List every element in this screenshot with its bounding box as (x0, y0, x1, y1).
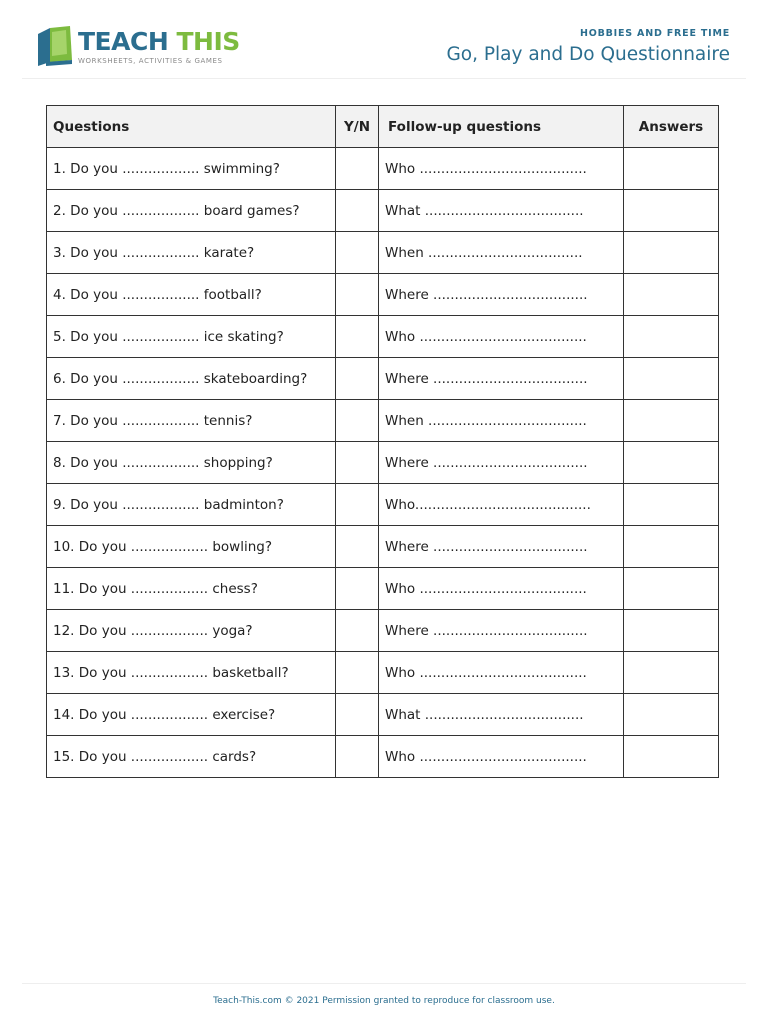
followup-cell: When .................................... (379, 232, 624, 274)
table-header-row (47, 106, 719, 148)
yn-answer-cell[interactable] (336, 568, 379, 610)
followup-cell: Where .................................... (379, 358, 624, 400)
logo-teach-text: TEACH (78, 27, 169, 56)
yn-answer-cell[interactable] (336, 442, 379, 484)
question-cell: 11. Do you .................. chess? (47, 568, 336, 610)
answer-cell[interactable] (624, 526, 719, 568)
table-row (47, 652, 719, 694)
header-followup: Follow-up questions (379, 106, 624, 148)
table-row (47, 442, 719, 484)
table-row (47, 358, 719, 400)
yn-answer-cell[interactable] (336, 274, 379, 316)
question-cell: 10. Do you .................. bowling? (47, 526, 336, 568)
table-row (47, 484, 719, 526)
table-row (47, 526, 719, 568)
followup-cell: What ..................................... (379, 190, 624, 232)
header-answers: Answers (624, 106, 719, 148)
followup-cell: Where .................................... (379, 526, 624, 568)
question-cell: 8. Do you .................. shopping? (47, 442, 336, 484)
table-row (47, 568, 719, 610)
questionnaire-table (46, 105, 719, 778)
table-row (47, 736, 719, 778)
answer-cell[interactable] (624, 610, 719, 652)
answer-cell[interactable] (624, 484, 719, 526)
yn-answer-cell[interactable] (336, 610, 379, 652)
question-cell: 3. Do you .................. karate? (47, 232, 336, 274)
followup-cell: Where .................................... (379, 442, 624, 484)
book-icon (36, 24, 76, 68)
yn-answer-cell[interactable] (336, 190, 379, 232)
yn-answer-cell[interactable] (336, 232, 379, 274)
table-row (47, 400, 719, 442)
question-cell: 13. Do you .................. basketball? (47, 652, 336, 694)
teach-this-logo (36, 24, 240, 70)
question-cell: 9. Do you .................. badminton? (47, 484, 336, 526)
answer-cell[interactable] (624, 316, 719, 358)
table-row (47, 316, 719, 358)
question-cell: 4. Do you .................. football? (47, 274, 336, 316)
answer-cell[interactable] (624, 274, 719, 316)
answer-cell[interactable] (624, 148, 719, 190)
table-row (47, 232, 719, 274)
answer-cell[interactable] (624, 442, 719, 484)
question-cell: 15. Do you .................. cards? (47, 736, 336, 778)
yn-answer-cell[interactable] (336, 148, 379, 190)
followup-cell: Where .................................... (379, 274, 624, 316)
yn-answer-cell[interactable] (336, 400, 379, 442)
yn-answer-cell[interactable] (336, 316, 379, 358)
table-row (47, 694, 719, 736)
yn-answer-cell[interactable] (336, 484, 379, 526)
followup-cell: Who ....................................... (379, 148, 624, 190)
answer-cell[interactable] (624, 736, 719, 778)
question-cell: 5. Do you .................. ice skating? (47, 316, 336, 358)
question-cell: 1. Do you .................. swimming? (47, 148, 336, 190)
logo-this-text: THIS (176, 27, 240, 56)
answer-cell[interactable] (624, 232, 719, 274)
followup-cell: Who ....................................... (379, 316, 624, 358)
answer-cell[interactable] (624, 568, 719, 610)
logo-tagline: WORKSHEETS, ACTIVITIES & GAMES (78, 57, 223, 65)
question-cell: 7. Do you .................. tennis? (47, 400, 336, 442)
header-divider (22, 78, 746, 79)
logo-wordmark (78, 27, 240, 57)
question-cell: 2. Do you .................. board games? (47, 190, 336, 232)
table-row (47, 190, 719, 232)
question-cell: 6. Do you .................. skateboarding? (47, 358, 336, 400)
followup-cell: Who ....................................... (379, 736, 624, 778)
answer-cell[interactable] (624, 358, 719, 400)
followup-cell: Who......................................... (379, 484, 624, 526)
page-header (0, 0, 768, 80)
yn-answer-cell[interactable] (336, 736, 379, 778)
table-row (47, 610, 719, 652)
yn-answer-cell[interactable] (336, 694, 379, 736)
category-label: HOBBIES AND FREE TIME (579, 28, 730, 39)
yn-answer-cell[interactable] (336, 358, 379, 400)
header-questions: Questions (47, 106, 336, 148)
yn-answer-cell[interactable] (336, 526, 379, 568)
followup-cell: What ..................................... (379, 694, 624, 736)
followup-cell: When ..................................... (379, 400, 624, 442)
page-title: Go, Play and Do Questionnaire (446, 44, 730, 65)
footer-divider (22, 983, 746, 984)
followup-cell: Where .................................... (379, 610, 624, 652)
header-yn: Y/N (336, 106, 379, 148)
table-row (47, 148, 719, 190)
table-row (47, 274, 719, 316)
answer-cell[interactable] (624, 400, 719, 442)
answer-cell[interactable] (624, 652, 719, 694)
question-cell: 14. Do you .................. exercise? (47, 694, 336, 736)
followup-cell: Who ....................................... (379, 652, 624, 694)
footer-copyright: Teach-This.com © 2021 Permission granted to reproduce for classroom use. (213, 996, 555, 1006)
question-cell: 12. Do you .................. yoga? (47, 610, 336, 652)
answer-cell[interactable] (624, 694, 719, 736)
yn-answer-cell[interactable] (336, 652, 379, 694)
followup-cell: Who ....................................... (379, 568, 624, 610)
answer-cell[interactable] (624, 190, 719, 232)
